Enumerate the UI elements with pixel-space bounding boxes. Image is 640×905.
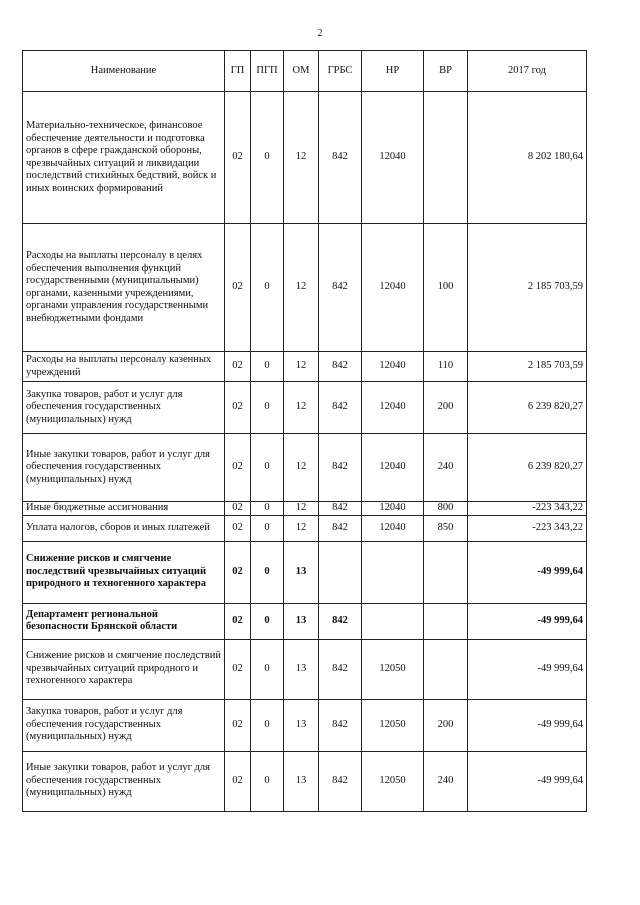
row-grbs: 842 <box>319 603 362 639</box>
column-header-gp: ГП <box>225 51 251 92</box>
row-om: 13 <box>284 639 319 699</box>
row-om: 12 <box>284 382 319 434</box>
row-gp: 02 <box>225 751 251 811</box>
row-name: Расходы на выплаты персоналу казенных учреждений <box>23 352 225 382</box>
row-pgp: 0 <box>251 639 284 699</box>
row-pgp: 0 <box>251 224 284 352</box>
row-gp: 02 <box>225 502 251 516</box>
row-gp: 02 <box>225 434 251 502</box>
row-pgp: 0 <box>251 541 284 603</box>
row-grbs: 842 <box>319 699 362 751</box>
column-header-pgp: ПГП <box>251 51 284 92</box>
row-name: Иные закупки товаров, работ и услуг для обеспечения государственных (муниципальных) нужд <box>23 434 225 502</box>
row-vr: 110 <box>424 352 468 382</box>
row-grbs: 842 <box>319 639 362 699</box>
row-om: 12 <box>284 434 319 502</box>
row-name: Материально-техническое, финансовое обеспечение деятельности и подготовка органов в сфере гражданской обороны, чрезвычайных ситуаций и ликвидации последствий стихийных бедствий, войск и иных воинских формирований <box>23 92 225 224</box>
row-nr: 12040 <box>362 434 424 502</box>
row-grbs: 842 <box>319 382 362 434</box>
row-pgp: 0 <box>251 92 284 224</box>
row-nr: 12040 <box>362 352 424 382</box>
row-grbs: 842 <box>319 224 362 352</box>
row-gp: 02 <box>225 92 251 224</box>
row-amount-2017: -49 999,64 <box>468 603 587 639</box>
row-nr: 12050 <box>362 751 424 811</box>
row-vr: 850 <box>424 515 468 541</box>
row-om: 12 <box>284 352 319 382</box>
row-amount-2017: 8 202 180,64 <box>468 92 587 224</box>
column-header-nr: НР <box>362 51 424 92</box>
row-amount-2017: 2 185 703,59 <box>468 352 587 382</box>
row-name: Снижение рисков и смягчение последствий чрезвычайных ситуаций природного и техногенного характера <box>23 541 225 603</box>
row-pgp: 0 <box>251 352 284 382</box>
row-gp: 02 <box>225 224 251 352</box>
row-grbs: 842 <box>319 502 362 516</box>
table-row <box>23 382 587 434</box>
row-vr: 100 <box>424 224 468 352</box>
row-grbs: 842 <box>319 92 362 224</box>
table-row <box>23 603 587 639</box>
row-amount-2017: -49 999,64 <box>468 751 587 811</box>
row-gp: 02 <box>225 382 251 434</box>
row-amount-2017: -49 999,64 <box>468 639 587 699</box>
row-vr: 200 <box>424 699 468 751</box>
row-vr <box>424 639 468 699</box>
row-nr: 12050 <box>362 639 424 699</box>
row-name: Иные бюджетные ассигнования <box>23 502 225 516</box>
row-nr <box>362 541 424 603</box>
row-nr: 12040 <box>362 502 424 516</box>
row-amount-2017: 6 239 820,27 <box>468 382 587 434</box>
row-nr: 12040 <box>362 224 424 352</box>
row-grbs: 842 <box>319 352 362 382</box>
row-name: Закупка товаров, работ и услуг для обеспечения государственных (муниципальных) нужд <box>23 382 225 434</box>
row-nr: 12040 <box>362 382 424 434</box>
row-vr <box>424 92 468 224</box>
row-pgp: 0 <box>251 434 284 502</box>
table-row <box>23 92 587 224</box>
row-nr: 12040 <box>362 515 424 541</box>
column-header-2017: 2017 год <box>468 51 587 92</box>
row-gp: 02 <box>225 699 251 751</box>
row-amount-2017: -223 343,22 <box>468 515 587 541</box>
row-gp: 02 <box>225 603 251 639</box>
row-pgp: 0 <box>251 502 284 516</box>
row-nr: 12050 <box>362 699 424 751</box>
row-amount-2017: 2 185 703,59 <box>468 224 587 352</box>
row-om: 12 <box>284 502 319 516</box>
row-gp: 02 <box>225 639 251 699</box>
row-nr: 12040 <box>362 92 424 224</box>
column-header-om: ОМ <box>284 51 319 92</box>
row-om: 13 <box>284 751 319 811</box>
column-header-name: Наименование <box>23 51 225 92</box>
row-om: 13 <box>284 699 319 751</box>
row-gp: 02 <box>225 515 251 541</box>
row-vr: 240 <box>424 751 468 811</box>
row-grbs <box>319 541 362 603</box>
row-nr <box>362 603 424 639</box>
table-row <box>23 515 587 541</box>
row-pgp: 0 <box>251 751 284 811</box>
row-name: Иные закупки товаров, работ и услуг для обеспечения государственных (муниципальных) нужд <box>23 751 225 811</box>
row-pgp: 0 <box>251 699 284 751</box>
row-om: 12 <box>284 515 319 541</box>
table-body <box>23 92 587 812</box>
row-pgp: 0 <box>251 382 284 434</box>
row-name: Расходы на выплаты персоналу в целях обеспечения выполнения функций государственными (муниципальными) органами, казенными учреждениями, органами управления государственными внебюджетными фондами <box>23 224 225 352</box>
table-row <box>23 751 587 811</box>
row-om: 13 <box>284 541 319 603</box>
table-row <box>23 434 587 502</box>
row-om: 12 <box>284 92 319 224</box>
column-header-vr: ВР <box>424 51 468 92</box>
table-row <box>23 224 587 352</box>
row-amount-2017: -223 343,22 <box>468 502 587 516</box>
row-vr: 800 <box>424 502 468 516</box>
page-number: 2 <box>317 28 323 39</box>
row-vr: 240 <box>424 434 468 502</box>
row-amount-2017: -49 999,64 <box>468 699 587 751</box>
row-vr <box>424 541 468 603</box>
row-amount-2017: -49 999,64 <box>468 541 587 603</box>
row-name: Закупка товаров, работ и услуг для обеспечения государственных (муниципальных) нужд <box>23 699 225 751</box>
table-row <box>23 541 587 603</box>
table-row <box>23 352 587 382</box>
row-om: 12 <box>284 224 319 352</box>
table-row <box>23 639 587 699</box>
row-vr <box>424 603 468 639</box>
row-grbs: 842 <box>319 751 362 811</box>
table-row <box>23 699 587 751</box>
row-name: Уплата налогов, сборов и иных платежей <box>23 515 225 541</box>
row-vr: 200 <box>424 382 468 434</box>
row-amount-2017: 6 239 820,27 <box>468 434 587 502</box>
table-row <box>23 502 587 516</box>
row-grbs: 842 <box>319 434 362 502</box>
row-pgp: 0 <box>251 515 284 541</box>
row-name: Департамент региональной безопасности Брянской области <box>23 603 225 639</box>
row-grbs: 842 <box>319 515 362 541</box>
row-gp: 02 <box>225 352 251 382</box>
row-om: 13 <box>284 603 319 639</box>
row-gp: 02 <box>225 541 251 603</box>
header-row <box>23 51 587 92</box>
column-header-grbs: ГРБС <box>319 51 362 92</box>
row-pgp: 0 <box>251 603 284 639</box>
row-name: Снижение рисков и смягчение последствий чрезвычайных ситуаций природного и техногенного характера <box>23 639 225 699</box>
budget-table <box>22 50 587 812</box>
